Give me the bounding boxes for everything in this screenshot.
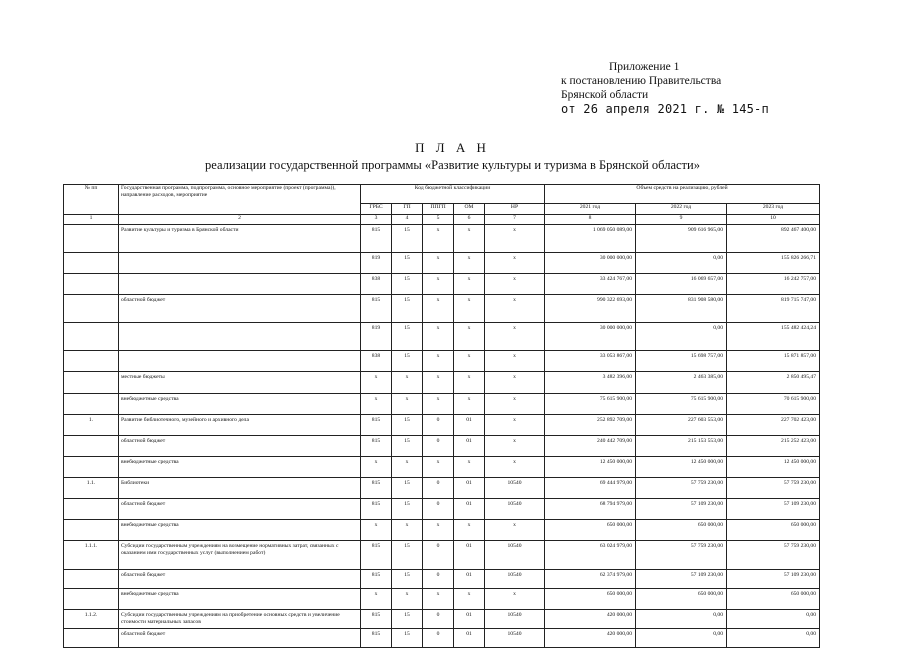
row-value-2023: 57 109 230,00 xyxy=(727,570,820,589)
row-value-2021: 33 053 867,00 xyxy=(545,351,636,372)
row-value-2021: 420 000,00 xyxy=(545,629,636,648)
row-value-2023: 70 615 900,00 xyxy=(727,394,820,415)
document-title xyxy=(0,140,905,173)
table-row xyxy=(64,457,820,478)
row-om: 01 xyxy=(454,610,485,629)
row-grbs: х xyxy=(361,589,392,610)
row-om: х xyxy=(454,274,485,295)
row-name xyxy=(119,274,361,295)
row-om: 01 xyxy=(454,499,485,520)
row-grbs: 815 xyxy=(361,225,392,253)
row-nr: 10540 xyxy=(485,629,545,648)
row-om: 01 xyxy=(454,570,485,589)
row-value-2021: 33 424 767,00 xyxy=(545,274,636,295)
row-name xyxy=(119,351,361,372)
row-value-2023: 0,00 xyxy=(727,610,820,629)
table-row xyxy=(64,589,820,610)
row-name: Развитие культуры и туризма в Брянской области xyxy=(119,225,361,253)
row-ppgp: х xyxy=(423,372,454,394)
row-name: областной бюджет xyxy=(119,436,361,457)
row-om: 01 xyxy=(454,478,485,499)
row-num: 1.1. xyxy=(64,478,119,499)
row-ppgp: х xyxy=(423,225,454,253)
row-om: 01 xyxy=(454,629,485,648)
table-row xyxy=(64,499,820,520)
row-grbs: х xyxy=(361,394,392,415)
row-nr: 10540 xyxy=(485,478,545,499)
table-row xyxy=(64,570,820,589)
row-value-2022: 650 000,00 xyxy=(636,520,727,541)
row-nr: х xyxy=(485,394,545,415)
row-num xyxy=(64,436,119,457)
col-number: 3 xyxy=(361,215,392,225)
plan-heading: П Л А Н xyxy=(415,140,490,155)
row-ppgp: 0 xyxy=(423,478,454,499)
row-ppgp: х xyxy=(423,323,454,351)
row-grbs: 815 xyxy=(361,295,392,323)
row-value-2022: 215 153 553,00 xyxy=(636,436,727,457)
row-num xyxy=(64,589,119,610)
col-number: 10 xyxy=(727,215,820,225)
row-nr: х xyxy=(485,351,545,372)
row-value-2023: 2 850 495,47 xyxy=(727,372,820,394)
row-num: 1.1.2. xyxy=(64,610,119,629)
row-value-2021: 75 615 900,00 xyxy=(545,394,636,415)
row-num: 1. xyxy=(64,415,119,436)
row-gp: х xyxy=(392,394,423,415)
row-ppgp: х xyxy=(423,253,454,274)
appendix-line-2: к постановлению Правительства xyxy=(561,75,722,87)
row-ppgp: 0 xyxy=(423,629,454,648)
table-row xyxy=(64,274,820,295)
row-nr: х xyxy=(485,589,545,610)
row-ppgp: х xyxy=(423,589,454,610)
row-value-2022: 227 603 553,00 xyxy=(636,415,727,436)
table-row xyxy=(64,351,820,372)
row-nr: 10540 xyxy=(485,541,545,570)
row-name: областной бюджет xyxy=(119,629,361,648)
table-row xyxy=(64,225,820,253)
row-nr: х xyxy=(485,295,545,323)
row-nr: х xyxy=(485,323,545,351)
row-value-2023: 227 702 423,00 xyxy=(727,415,820,436)
row-om: х xyxy=(454,351,485,372)
row-value-2022: 831 908 580,00 xyxy=(636,295,727,323)
row-gp: 15 xyxy=(392,274,423,295)
row-value-2022: 57 759 230,00 xyxy=(636,541,727,570)
row-value-2022: 2 463 385,00 xyxy=(636,372,727,394)
row-gp: 15 xyxy=(392,415,423,436)
row-value-2023: 819 715 747,00 xyxy=(727,295,820,323)
table-row xyxy=(64,415,820,436)
col-number: 1 xyxy=(64,215,119,225)
row-gp: 15 xyxy=(392,610,423,629)
row-nr: х xyxy=(485,520,545,541)
row-om: х xyxy=(454,394,485,415)
row-value-2021: 30 000 000,00 xyxy=(545,323,636,351)
table-header xyxy=(64,185,820,225)
row-num xyxy=(64,295,119,323)
col-number: 9 xyxy=(636,215,727,225)
row-value-2021: 990 322 693,00 xyxy=(545,295,636,323)
header-ppgp: ППГП xyxy=(423,204,454,215)
row-num xyxy=(64,457,119,478)
header-grbs: ГРБС xyxy=(361,204,392,215)
plan-subheading: реализации государственной программы «Развитие культуры и туризма в Брянской области» xyxy=(205,158,700,172)
row-name: Субсидии государственным учреждениям на приобретение основных средств и увеличение стоимости материальных запасов xyxy=(119,610,361,629)
row-value-2023: 215 252 423,00 xyxy=(727,436,820,457)
header-code-group: Код бюджетной классификации xyxy=(361,185,545,204)
row-value-2022: 0,00 xyxy=(636,610,727,629)
row-num xyxy=(64,394,119,415)
row-nr: х xyxy=(485,225,545,253)
row-om: х xyxy=(454,457,485,478)
row-name xyxy=(119,253,361,274)
table-row xyxy=(64,436,820,457)
row-gp: х xyxy=(392,589,423,610)
row-value-2021: 30 000 000,00 xyxy=(545,253,636,274)
row-value-2023: 57 109 230,00 xyxy=(727,499,820,520)
row-nr: х xyxy=(485,253,545,274)
row-grbs: 815 xyxy=(361,541,392,570)
row-value-2023: 892 467 400,00 xyxy=(727,225,820,253)
table-row xyxy=(64,610,820,629)
row-name: Библиотеки xyxy=(119,478,361,499)
row-gp: 15 xyxy=(392,541,423,570)
row-gp: 15 xyxy=(392,253,423,274)
row-name: внебюджетные средства xyxy=(119,589,361,610)
row-grbs: 838 xyxy=(361,351,392,372)
table-row xyxy=(64,253,820,274)
row-gp: 15 xyxy=(392,225,423,253)
row-value-2021: 1 069 050 089,00 xyxy=(545,225,636,253)
row-gp: х xyxy=(392,457,423,478)
row-value-2022: 650 000,00 xyxy=(636,589,727,610)
header-2021: 2021 год xyxy=(545,204,636,215)
row-value-2023: 15 871 857,00 xyxy=(727,351,820,372)
row-name: областной бюджет xyxy=(119,570,361,589)
row-nr: х xyxy=(485,436,545,457)
row-nr: х xyxy=(485,372,545,394)
header-gp: ГП xyxy=(392,204,423,215)
row-ppgp: 0 xyxy=(423,436,454,457)
row-nr: 10540 xyxy=(485,499,545,520)
row-om: х xyxy=(454,323,485,351)
row-value-2022: 57 109 230,00 xyxy=(636,570,727,589)
row-ppgp: 0 xyxy=(423,610,454,629)
row-value-2023: 650 000,00 xyxy=(727,589,820,610)
row-value-2023: 57 759 230,00 xyxy=(727,541,820,570)
row-gp: 15 xyxy=(392,323,423,351)
row-om: х xyxy=(454,520,485,541)
row-ppgp: х xyxy=(423,457,454,478)
row-nr: 10540 xyxy=(485,570,545,589)
row-value-2021: 68 794 979,00 xyxy=(545,499,636,520)
row-num xyxy=(64,323,119,351)
row-nr: х xyxy=(485,274,545,295)
header-num: № пп xyxy=(64,185,119,215)
row-nr: х xyxy=(485,457,545,478)
row-value-2021: 12 450 000,00 xyxy=(545,457,636,478)
col-number: 8 xyxy=(545,215,636,225)
row-om: 01 xyxy=(454,415,485,436)
row-gp: 15 xyxy=(392,351,423,372)
row-ppgp: х xyxy=(423,274,454,295)
row-value-2022: 16 069 657,00 xyxy=(636,274,727,295)
row-om: х xyxy=(454,589,485,610)
row-name: областной бюджет xyxy=(119,499,361,520)
row-num xyxy=(64,520,119,541)
row-value-2023: 155 826 266,71 xyxy=(727,253,820,274)
row-grbs: х xyxy=(361,372,392,394)
row-nr: х xyxy=(485,415,545,436)
plan-table xyxy=(63,184,820,648)
row-value-2021: 650 000,00 xyxy=(545,589,636,610)
row-om: х xyxy=(454,225,485,253)
appendix-line-1: Приложение 1 xyxy=(609,61,680,73)
row-num xyxy=(64,629,119,648)
row-value-2023: 12 450 000,00 xyxy=(727,457,820,478)
table-row xyxy=(64,629,820,648)
row-num xyxy=(64,570,119,589)
row-value-2021: 420 000,00 xyxy=(545,610,636,629)
row-value-2021: 650 000,00 xyxy=(545,520,636,541)
row-name: внебюджетные средства xyxy=(119,520,361,541)
row-gp: х xyxy=(392,372,423,394)
row-om: 01 xyxy=(454,541,485,570)
row-value-2022: 57 109 230,00 xyxy=(636,499,727,520)
row-om: 01 xyxy=(454,436,485,457)
table-row xyxy=(64,541,820,570)
row-name xyxy=(119,323,361,351)
row-om: х xyxy=(454,295,485,323)
row-ppgp: 0 xyxy=(423,570,454,589)
col-number: 7 xyxy=(485,215,545,225)
table-body xyxy=(64,225,820,648)
table-row xyxy=(64,323,820,351)
table-row xyxy=(64,372,820,394)
row-ppgp: х xyxy=(423,520,454,541)
row-value-2021: 252 892 709,00 xyxy=(545,415,636,436)
header-nr: НР xyxy=(485,204,545,215)
row-grbs: 815 xyxy=(361,629,392,648)
row-name: местные бюджеты xyxy=(119,372,361,394)
row-grbs: 815 xyxy=(361,570,392,589)
row-name: внебюджетные средства xyxy=(119,394,361,415)
row-num: 1.1.1. xyxy=(64,541,119,570)
row-name: Субсидии государственным учреждениям на возмещение нормативных затрат, связанных с оказанием ими государственных услуг (выполнением работ) xyxy=(119,541,361,570)
row-value-2022: 0,00 xyxy=(636,253,727,274)
row-grbs: 815 xyxy=(361,415,392,436)
row-ppgp: х xyxy=(423,295,454,323)
header-om: ОМ xyxy=(454,204,485,215)
row-value-2021: 240 442 709,00 xyxy=(545,436,636,457)
row-gp: 15 xyxy=(392,570,423,589)
row-gp: 15 xyxy=(392,295,423,323)
header-name: Государственная программа, подпрограмма, основное мероприятие (проект (программа)), направление расходов, мероприятие xyxy=(119,185,361,215)
row-ppgp: х xyxy=(423,351,454,372)
row-value-2022: 909 616 965,00 xyxy=(636,225,727,253)
row-ppgp: х xyxy=(423,394,454,415)
row-grbs: 819 xyxy=(361,323,392,351)
row-grbs: х xyxy=(361,457,392,478)
row-value-2023: 155 482 424,24 xyxy=(727,323,820,351)
row-value-2022: 0,00 xyxy=(636,323,727,351)
row-value-2023: 57 759 230,00 xyxy=(727,478,820,499)
row-ppgp: 0 xyxy=(423,415,454,436)
col-number: 4 xyxy=(392,215,423,225)
row-ppgp: 0 xyxy=(423,499,454,520)
row-value-2022: 0,00 xyxy=(636,629,727,648)
row-value-2022: 57 759 230,00 xyxy=(636,478,727,499)
row-grbs: 815 xyxy=(361,478,392,499)
row-gp: 15 xyxy=(392,478,423,499)
row-value-2023: 16 242 757,00 xyxy=(727,274,820,295)
row-grbs: 815 xyxy=(361,436,392,457)
column-numbers-row xyxy=(64,215,820,225)
table-row xyxy=(64,520,820,541)
row-num xyxy=(64,253,119,274)
row-num xyxy=(64,274,119,295)
row-gp: х xyxy=(392,520,423,541)
row-grbs: 819 xyxy=(361,253,392,274)
header-2023: 2023 год xyxy=(727,204,820,215)
row-value-2021: 62 374 979,00 xyxy=(545,570,636,589)
row-name: областной бюджет xyxy=(119,295,361,323)
row-gp: 15 xyxy=(392,629,423,648)
col-number: 5 xyxy=(423,215,454,225)
table-row xyxy=(64,478,820,499)
row-value-2021: 63 024 979,00 xyxy=(545,541,636,570)
col-number: 6 xyxy=(454,215,485,225)
row-num xyxy=(64,351,119,372)
row-num xyxy=(64,499,119,520)
row-grbs: х xyxy=(361,520,392,541)
row-om: х xyxy=(454,253,485,274)
table-row xyxy=(64,295,820,323)
row-gp: 15 xyxy=(392,436,423,457)
row-grbs: 815 xyxy=(361,610,392,629)
row-om: х xyxy=(454,372,485,394)
header-2022: 2022 год xyxy=(636,204,727,215)
row-value-2022: 75 615 900,00 xyxy=(636,394,727,415)
row-grbs: 815 xyxy=(361,499,392,520)
row-name: Развитие библиотечного, музейного и архивного дела xyxy=(119,415,361,436)
col-number: 2 xyxy=(119,215,361,225)
table-row xyxy=(64,394,820,415)
row-value-2022: 12 450 000,00 xyxy=(636,457,727,478)
row-num xyxy=(64,225,119,253)
row-value-2023: 0,00 xyxy=(727,629,820,648)
row-grbs: 838 xyxy=(361,274,392,295)
row-value-2023: 650 000,00 xyxy=(727,520,820,541)
row-ppgp: 0 xyxy=(423,541,454,570)
header-volume-group: Объем средств на реализацию, рублей xyxy=(545,185,820,204)
row-name: внебюджетные средства xyxy=(119,457,361,478)
row-gp: 15 xyxy=(392,499,423,520)
row-value-2021: 3 482 396,00 xyxy=(545,372,636,394)
appendix-line-4: от 26 апреля 2021 г. № 145-п xyxy=(561,102,769,116)
appendix-block xyxy=(561,60,769,116)
row-value-2021: 69 444 979,00 xyxy=(545,478,636,499)
appendix-line-3: Брянской области xyxy=(561,89,649,101)
row-value-2022: 15 698 757,00 xyxy=(636,351,727,372)
row-nr: 10540 xyxy=(485,610,545,629)
row-num xyxy=(64,372,119,394)
